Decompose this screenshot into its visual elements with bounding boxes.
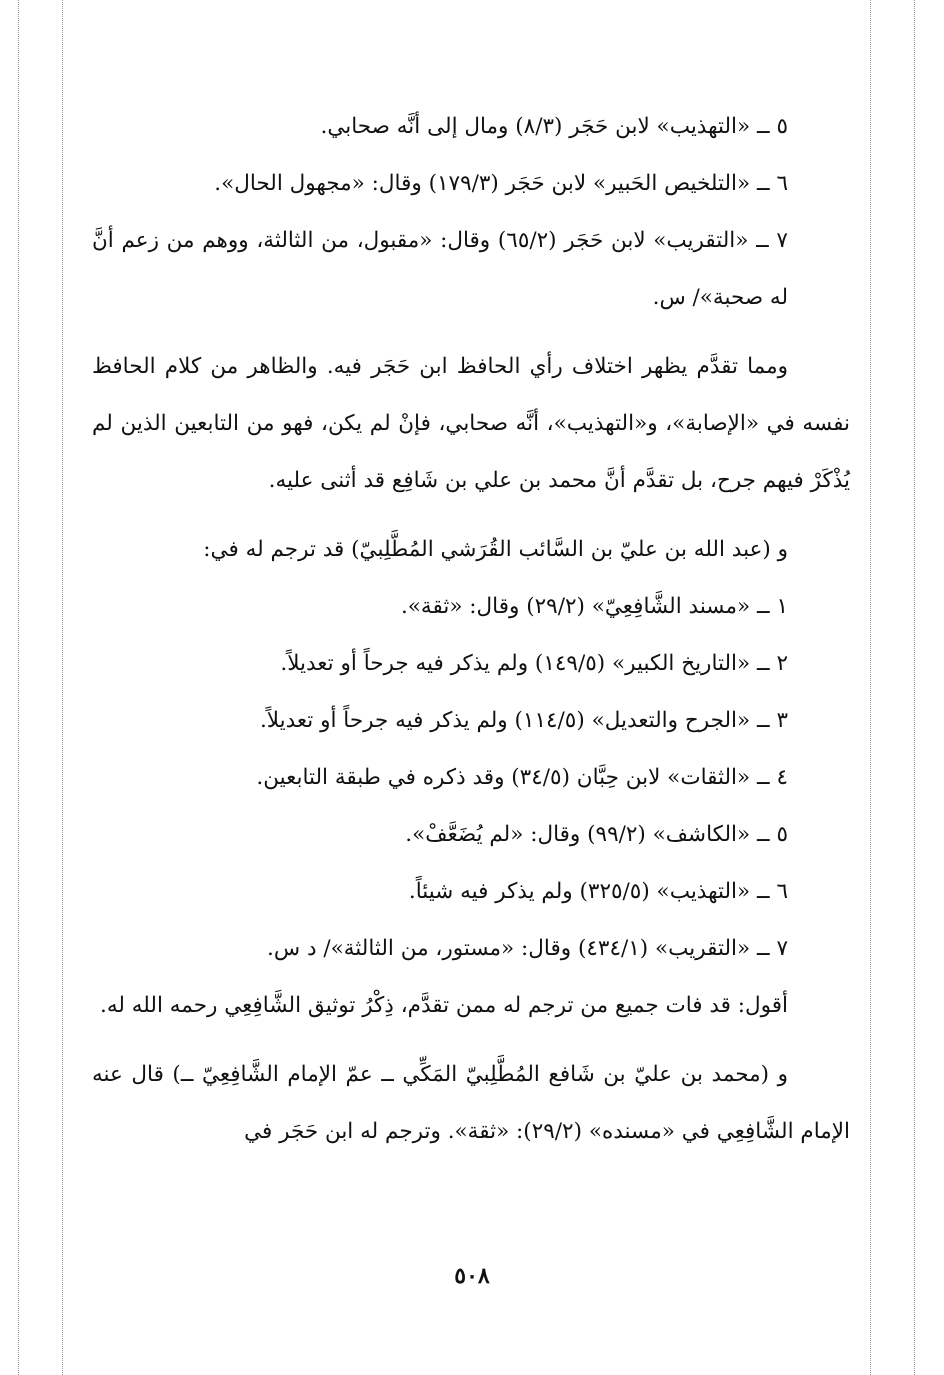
author-remark-paragraph: أقول: قد فات جميع من ترجم له ممن تقدَّم، ذِكْرُ توثيق الشَّافِعِي رحمه الله له. [100, 993, 788, 1018]
left-outer-guide-line [18, 0, 19, 1375]
source-item-kashif: ٥ ــ «الكاشف» (٩٩/٢) وقال: «لم يُضَعَّفْ». [405, 822, 788, 847]
right-outer-guide-line [914, 0, 915, 1375]
source-item-tahdhib-2: ٦ ــ «التهذيب» (٣٢٥/٥) ولم يذكر فيه شيئاً. [408, 879, 788, 904]
source-item-talkhis: ٦ ــ «التلخيص الحَبير» لابن حَجَر (١٧٩/٣) وقال: «مجهول الحال». [214, 171, 788, 196]
page-number: ٥٠٨ [454, 1263, 490, 1289]
left-inner-guide-line [62, 0, 63, 1375]
paragraph-gap [92, 326, 850, 338]
source-item-taqrib: ٧ ــ «التقريب» لابن حَجَر (٦٥/٢) وقال: «مقبول، من الثالثة، ووهم من زعم أنَّ له صحبة»/ س. [92, 228, 788, 310]
source-item-tarikh-kabir: ٢ ــ «التاريخ الكبير» (١٤٩/٥) ولم يذكر فيه جرحاً أو تعديلاً. [280, 651, 788, 676]
source-item-jarh-tadil: ٣ ــ «الجرح والتعديل» (١١٤/٥) ولم يذكر فيه جرحاً أو تعديلاً. [259, 708, 788, 733]
right-inner-guide-line [870, 0, 871, 1375]
source-item-tahdhib: ٥ ــ «التهذيب» لابن حَجَر (٨/٣) ومال إلى أنَّه صحابي. [320, 114, 788, 139]
source-item-taqrib-2: ٧ ــ «التقريب» (٤٣٤/١) وقال: «مستور، من الثالثة»/ د س. [267, 936, 788, 961]
narrator-paragraph-muhammad: و (محمد بن عليّ بن شَافع المُطَّلِبيّ المَكِّي ــ عمّ الإمام الشَّافِعِيّ ــ) قال عنه الإمام الشَّافِعِي في «مسنده» (٢٩/٢): «ثقة». وترجم له ابن حَجَر في [92, 1062, 850, 1144]
narrator-heading-abdullah: و (عبد الله بن عليّ بن السَّائب القُرَشي المُطَّلِبيّ) قد ترجم له في: [203, 537, 788, 562]
commentary-paragraph: ومما تقدَّم يظهر اختلاف رأي الحافظ ابن حَجَر فيه. والظاهر من كلام الحافظ نفسه في «الإصابة»، و«التهذيب»، أنَّه صحابي، فإنْ لم يكن، فهو من التابعين الذين لم يُذْكَرْ فيهم جرح، بل تقدَّم أنَّ محمد بن علي بن شَافِع قد أثنى عليه. [92, 354, 850, 493]
source-item-thiqat: ٤ ــ «الثقات» لابن حِبَّان (٣٤/٥) وقد ذكره في طبقة التابعين. [256, 765, 788, 790]
paragraph-gap [92, 1034, 850, 1046]
source-item-musnad: ١ ــ «مسند الشَّافِعِيّ» (٢٩/٢) وقال: «ثقة». [400, 594, 788, 619]
paragraph-gap [92, 509, 850, 521]
page-body [92, 98, 850, 1160]
